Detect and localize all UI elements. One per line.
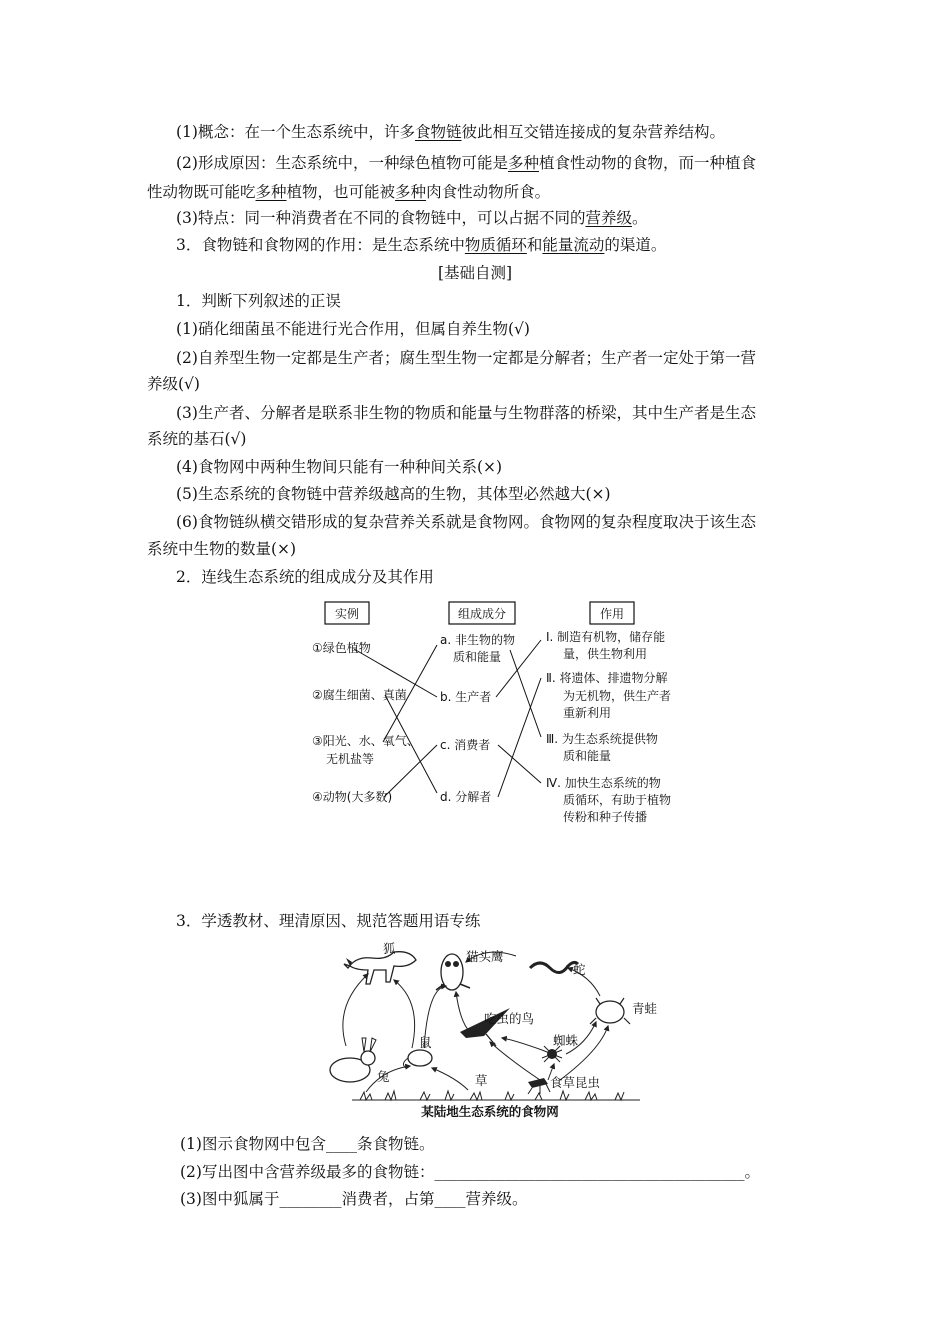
question-3 <box>180 1188 528 1210</box>
text: 肉食性动物所食。 <box>426 183 551 201</box>
text: (1)图示食物网中包含 <box>180 1135 326 1153</box>
fox-icon <box>344 952 416 984</box>
q1-title: 1．判断下列叙述的正误 <box>176 292 341 310</box>
text: 性动物既可能吃 <box>147 183 256 201</box>
rabbit-icon <box>330 1038 376 1082</box>
text: 植食性动物的食物，而一种植食 <box>538 154 756 172</box>
selftest-item: 系统的基石(√) <box>147 430 247 448</box>
arrow <box>432 1068 468 1090</box>
component-item: a. 非生物的物 <box>440 633 515 647</box>
label-bird: 吃虫的鸟 <box>484 1011 535 1026</box>
snake-icon <box>530 962 578 972</box>
label-frog: 青蛙 <box>632 1001 658 1016</box>
foodweb-caption: 某陆地生态系统的食物网 <box>421 1104 559 1119</box>
text: 。 <box>631 209 648 227</box>
label-spider: 蜘蛛 <box>553 1033 579 1048</box>
text: 和 <box>526 236 543 254</box>
selftest-item: (3)生产者、分解者是联系非生物的物质和能量与生物群落的桥梁，其中生产者是生态 <box>176 404 756 422</box>
role-item: Ⅳ. 加快生态系统的物 <box>546 776 661 790</box>
selftest-item: (5)生态系统的食物链中营养级越高的生物，其体型必然越大(×) <box>176 485 611 503</box>
text: 彼此相互交错连接成的复杂营养结构。 <box>461 123 725 141</box>
insect-icon <box>528 1078 550 1094</box>
underlined-term: 多种 <box>507 154 539 172</box>
label-snake: 蛇 <box>573 962 586 977</box>
role-item: Ⅲ. 为生态系统提供物 <box>546 732 658 746</box>
selftest-item: (2)自养型生物一定都是生产者；腐生型生物一定都是分解者；生产者一定处于第一营 <box>176 349 756 367</box>
arrow <box>502 1038 542 1050</box>
grass-icon <box>352 1091 640 1100</box>
component-item: 质和能量 <box>453 650 502 664</box>
underlined-term: 营养级 <box>585 209 632 227</box>
role-item: 量，供生物利用 <box>563 647 648 661</box>
spider-icon <box>542 1046 562 1062</box>
owl-icon <box>436 954 470 990</box>
label-rabbit: 兔 <box>377 1069 390 1084</box>
header-role: 作用 <box>599 607 625 621</box>
text: 营养级。 <box>465 1190 528 1208</box>
arrow <box>343 974 368 1046</box>
role-item: Ⅱ. 将遗体、排遗物分解 <box>546 671 668 685</box>
label-insect: 食草昆虫 <box>550 1075 601 1090</box>
underlined-term: 多种 <box>255 183 287 201</box>
text: (3)图中狐属于 <box>180 1190 280 1208</box>
underlined-term: 能量流动 <box>542 236 605 254</box>
question-2 <box>180 1161 760 1183</box>
q2-title: 2．连线生态系统的组成成分及其作用 <box>176 568 434 586</box>
example-item: 无机盐等 <box>326 752 375 766</box>
text: (2)形成原因：生态系统中，一种绿色植物可能是 <box>176 154 508 172</box>
text: 条食物链。 <box>356 1135 435 1153</box>
frog-icon <box>590 998 630 1024</box>
role-item: 传粉和种子传播 <box>563 810 648 824</box>
text: (1)概念：在一个生态系统中，许多 <box>176 123 415 141</box>
underlined-term: 多种 <box>395 183 427 201</box>
selftest-item: (6)食物链纵横交错形成的复杂营养关系就是食物网。食物网的复杂程度取决于该生态 <box>176 513 756 531</box>
underlined-term: 物质循环 <box>464 236 527 254</box>
text: 。 <box>744 1163 760 1181</box>
label-owl: 猫头鹰 <box>466 949 504 964</box>
text: 消费者，占第 <box>341 1190 435 1208</box>
text: 3．食物链和食物网的作用：是生态系统中 <box>176 236 465 254</box>
text: 植物，也可能被 <box>286 183 396 201</box>
selftest-item: (1)硝化细菌虽不能进行光合作用，但属自养生物(√) <box>176 320 530 338</box>
role-item: 质和能量 <box>563 749 612 763</box>
arrow <box>456 992 470 1032</box>
answer-blank[interactable]: ____ <box>325 1135 357 1153</box>
answer-blank[interactable]: ____ <box>434 1190 466 1208</box>
example-item: ①绿色植物 <box>312 641 371 655</box>
label-grass: 草 <box>475 1073 488 1088</box>
label-fox: 狐 <box>383 941 396 956</box>
arrow <box>490 1042 540 1080</box>
role-item: 为无机物，供生产者 <box>563 689 672 703</box>
mouse-icon <box>403 1050 432 1068</box>
selftest-item: 系统中生物的数量(×) <box>147 540 297 558</box>
component-item: c. 消费者 <box>440 738 491 752</box>
header-component: 组成成分 <box>457 607 507 621</box>
component-item: b. 生产者 <box>440 690 492 704</box>
text: (3)特点：同一种消费者在不同的食物链中，可以占据不同的 <box>176 209 586 227</box>
component-item: d. 分解者 <box>440 790 492 804</box>
arrow <box>394 980 415 1048</box>
role-item: 重新利用 <box>563 706 612 720</box>
selftest-item: 养级(√) <box>147 375 200 393</box>
section-title: [基础自测] <box>437 264 513 282</box>
example-item: ③阳光、水、氧气、 <box>312 734 419 748</box>
example-item: ④动物(大多数) <box>312 790 393 804</box>
selftest-item: (4)食物网中两种生物间只能有一种种间关系(×) <box>176 458 503 476</box>
label-mouse: 鼠 <box>419 1035 432 1050</box>
q3-title: 3．学透教材、理清原因、规范答题用语专练 <box>176 912 481 930</box>
answer-blank[interactable]: ________ <box>279 1190 342 1208</box>
role-item: Ⅰ. 制造有机物，储存能 <box>546 630 666 644</box>
example-item: ②腐生细菌、真菌 <box>312 688 407 702</box>
underlined-term: 食物链 <box>414 123 462 141</box>
answer-blank[interactable]: ________________________________________ <box>434 1163 745 1181</box>
text: (2)写出图中含营养级最多的食物链： <box>180 1163 435 1181</box>
role-item: 质循环，有助于植物 <box>563 793 672 807</box>
question-1 <box>180 1133 434 1155</box>
header-example: 实例 <box>334 607 360 621</box>
text: 的渠道。 <box>604 236 667 254</box>
